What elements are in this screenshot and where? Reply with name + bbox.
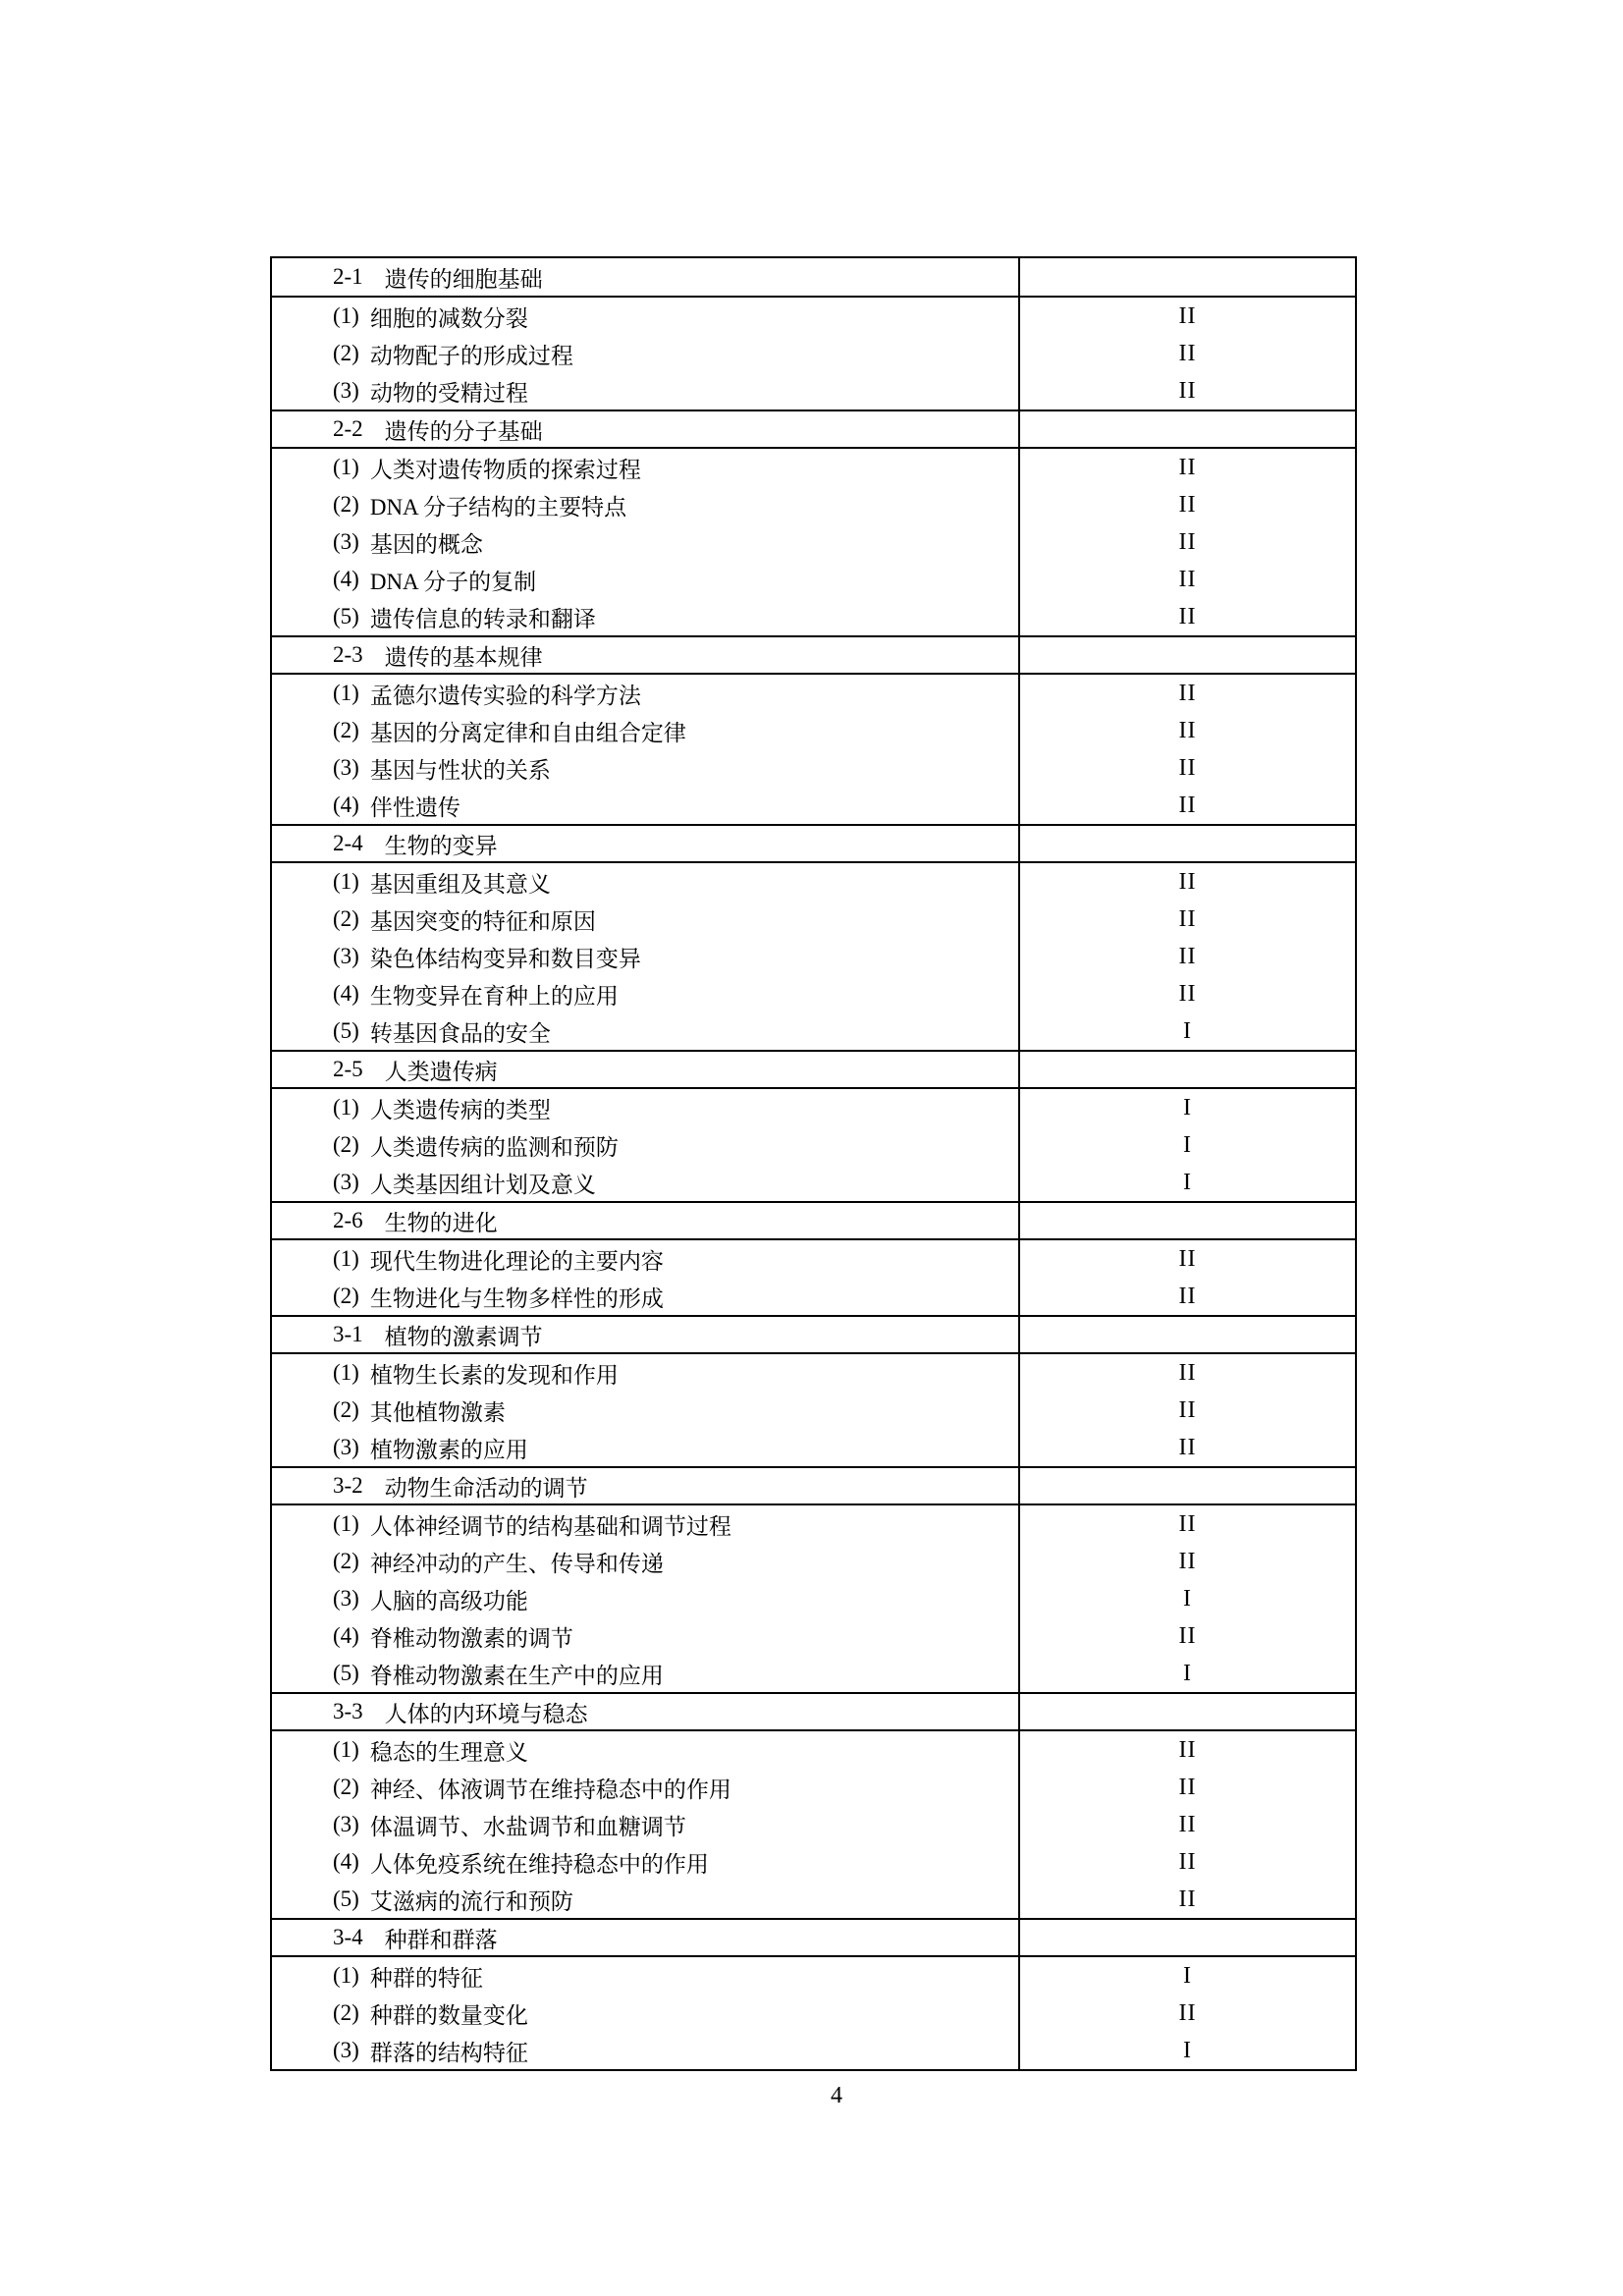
item-text: 人类基因组计划及意义 [369,1172,596,1197]
table-row [272,1012,1355,1050]
table-row [272,1731,1355,1769]
item-number: (5) [333,1886,359,1911]
item-number: (3) [333,1435,359,1459]
item-text: 动物的受精过程 [369,380,528,406]
topic-cell [272,372,1018,410]
section-title: 遗传的细胞基础 [384,266,543,292]
item-number: (1) [333,1246,359,1271]
section-number: 3-1 [333,1322,363,1346]
level-cell [1018,1392,1355,1429]
section-header-row [272,1315,1355,1354]
item-number: (5) [333,604,359,629]
level-value: II [1178,1396,1197,1423]
section-number: 3-4 [333,1925,363,1949]
table-row [272,486,1355,523]
level-value: II [1178,528,1197,555]
syllabus-table [270,256,1357,2071]
item-number: (3) [333,2038,359,2062]
level-value: II [1178,1848,1197,1875]
topic-cell [272,1126,1018,1164]
table-row [272,372,1355,410]
level-cell [1018,1843,1355,1881]
level-value: II [1178,1811,1197,1837]
level-cell [1018,975,1355,1012]
topic-cell [272,901,1018,938]
section-title: 生物的变异 [384,833,498,858]
table-row [272,449,1355,486]
item-text: 生物变异在育种上的应用 [369,983,619,1009]
item-text: 体温调节、水盐调节和血糖调节 [369,1814,686,1839]
item-number: (2) [333,718,359,742]
item-text: 人类遗传病的类型 [369,1097,551,1122]
level-cell [1018,712,1355,749]
section-header-cell [272,1203,1018,1238]
topic-cell [272,1731,1018,1769]
level-cell [1018,1769,1355,1806]
section-header-cell [272,1694,1018,1729]
topic-cell [272,938,1018,975]
table-row [272,298,1355,335]
section-number: 3-3 [333,1699,363,1723]
item-number: (4) [333,1623,359,1648]
level-cell [1018,298,1355,335]
item-text: 人体神经调节的结构基础和调节过程 [369,1513,731,1539]
topic-cell [272,486,1018,523]
level-value: I [1183,1169,1192,1195]
item-number: (1) [333,869,359,894]
level-value: II [1178,754,1197,781]
section-header-cell [272,411,1018,447]
topic-cell [272,561,1018,598]
level-value: I [1183,1131,1192,1158]
level-value: II [1178,1774,1197,1800]
table-row [272,1240,1355,1278]
table-row [272,901,1355,938]
table-row [272,1655,1355,1692]
item-text: 艾滋病的流行和预防 [369,1888,573,1914]
item-number: (3) [333,944,359,968]
section-header-row [272,1201,1355,1240]
table-row [272,863,1355,901]
section-level-cell-empty [1018,1920,1355,1955]
table-row [272,561,1355,598]
item-text: 基因的概念 [369,531,483,557]
level-value: I [1183,1962,1192,1989]
level-cell [1018,1543,1355,1580]
topic-cell [272,975,1018,1012]
level-cell [1018,1012,1355,1050]
topic-cell [272,749,1018,787]
topic-cell [272,335,1018,372]
item-text: 遗传信息的转录和翻译 [369,606,596,631]
section-level-cell-empty [1018,1317,1355,1352]
topic-cell [272,1089,1018,1126]
item-text: 动物配子的形成过程 [369,343,573,368]
section-header-cell [272,637,1018,673]
item-text: 种群的特征 [369,1965,483,1991]
level-cell [1018,1957,1355,1995]
section-level-cell-empty [1018,258,1355,296]
topic-cell [272,1769,1018,1806]
item-number: (4) [333,567,359,591]
section-number: 2-3 [333,642,363,667]
level-cell [1018,1240,1355,1278]
level-cell [1018,1126,1355,1164]
section-level-cell-empty [1018,1468,1355,1503]
topic-cell [272,449,1018,486]
item-text: 生物进化与生物多样性的形成 [369,1285,664,1311]
level-value: I [1183,1660,1192,1686]
topic-cell [272,1392,1018,1429]
level-cell [1018,1806,1355,1843]
section-level-cell-empty [1018,1052,1355,1087]
topic-cell [272,712,1018,749]
item-text: DNA 分子结构的主要特点 [369,494,627,519]
topic-cell [272,598,1018,635]
section-number: 3-2 [333,1473,363,1498]
item-text: DNA 分子的复制 [369,569,537,594]
item-number: (1) [333,455,359,479]
topic-cell [272,1164,1018,1201]
item-text: 脊椎动物激素的调节 [369,1625,573,1651]
item-number: (3) [333,1586,359,1611]
level-value: II [1178,1283,1197,1309]
level-value: I [1183,1094,1192,1121]
level-cell [1018,749,1355,787]
topic-cell [272,787,1018,824]
item-number: (2) [333,1397,359,1422]
item-text: 孟德尔遗传实验的科学方法 [369,683,641,708]
table-row [272,523,1355,561]
item-number: (3) [333,1812,359,1836]
table-row [272,1278,1355,1315]
section-header-row [272,1918,1355,1957]
item-number: (1) [333,1737,359,1762]
table-row [272,1089,1355,1126]
level-value: II [1178,980,1197,1007]
level-value: II [1178,1245,1197,1272]
level-cell [1018,675,1355,712]
item-number: (3) [333,529,359,554]
item-text: 神经冲动的产生、传导和传递 [369,1551,664,1576]
level-value: II [1178,943,1197,969]
item-text: 脊椎动物激素在生产中的应用 [369,1663,664,1688]
item-number: (2) [333,1549,359,1573]
topic-cell [272,1806,1018,1843]
table-row [272,1580,1355,1617]
item-text: 基因重组及其意义 [369,871,551,897]
item-number: (3) [333,378,359,403]
item-number: (2) [333,492,359,517]
level-value: II [1178,868,1197,895]
level-cell [1018,335,1355,372]
table-row [272,598,1355,635]
section-header-row [272,1692,1355,1731]
section-header-row [272,1050,1355,1089]
section-header-row [272,410,1355,449]
table-row [272,1429,1355,1466]
level-value: I [1183,1017,1192,1044]
topic-cell [272,298,1018,335]
level-value: I [1183,1585,1192,1612]
table-row [272,1164,1355,1201]
section-number: 2-4 [333,831,363,855]
section-level-cell-empty [1018,637,1355,673]
item-text: 基因与性状的关系 [369,757,551,783]
level-cell [1018,561,1355,598]
section-number: 2-1 [333,264,363,289]
level-value: II [1178,792,1197,818]
item-text: 人类遗传病的监测和预防 [369,1134,619,1160]
item-text: 染色体结构变异和数目变异 [369,946,641,971]
table-row [272,749,1355,787]
table-row [272,1505,1355,1543]
section-header-row [272,1466,1355,1505]
item-number: (5) [333,1661,359,1685]
page-number: 4 [831,2083,842,2108]
item-number: (4) [333,981,359,1006]
table-row [272,1843,1355,1881]
item-text: 神经、体液调节在维持稳态中的作用 [369,1777,731,1802]
item-text: 人类对遗传物质的探索过程 [369,457,641,482]
section-header-row [272,258,1355,298]
table-row [272,938,1355,975]
topic-cell [272,1012,1018,1050]
table-row [272,1543,1355,1580]
section-header-cell [272,1317,1018,1352]
section-level-cell-empty [1018,1203,1355,1238]
level-value: II [1178,1359,1197,1386]
level-value: II [1178,905,1197,932]
item-number: (2) [333,341,359,365]
level-cell [1018,1995,1355,2032]
table-row [272,1617,1355,1655]
topic-cell [272,2032,1018,2069]
table-row [272,1392,1355,1429]
section-header-cell [272,826,1018,861]
level-value: II [1178,491,1197,518]
section-title: 人类遗传病 [384,1059,498,1084]
item-text: 基因的分离定律和自由组合定律 [369,720,686,745]
item-number: (1) [333,1095,359,1120]
level-value: II [1178,1548,1197,1574]
level-value: II [1178,566,1197,592]
level-cell [1018,1655,1355,1692]
level-cell [1018,787,1355,824]
level-value: II [1178,1510,1197,1537]
item-text: 细胞的减数分裂 [369,305,528,331]
level-value: II [1178,717,1197,743]
topic-cell [272,1617,1018,1655]
table-row [272,1126,1355,1164]
item-text: 种群的数量变化 [369,2002,528,2028]
topic-cell [272,1505,1018,1543]
item-text: 植物激素的应用 [369,1437,528,1462]
section-number: 2-2 [333,416,363,441]
item-number: (3) [333,1170,359,1194]
topic-cell [272,1995,1018,2032]
level-cell [1018,901,1355,938]
level-cell [1018,1429,1355,1466]
item-number: (2) [333,906,359,931]
table-row [272,975,1355,1012]
item-text: 植物生长素的发现和作用 [369,1362,619,1388]
section-header-row [272,824,1355,863]
topic-cell [272,1240,1018,1278]
table-row [272,1957,1355,1995]
topic-cell [272,675,1018,712]
level-cell [1018,863,1355,901]
level-value: I [1183,2037,1192,2063]
level-cell [1018,1617,1355,1655]
level-value: II [1178,1434,1197,1460]
level-cell [1018,523,1355,561]
section-header-row [272,635,1355,675]
topic-cell [272,1881,1018,1918]
table-row [272,787,1355,824]
topic-cell [272,1354,1018,1392]
level-cell [1018,1580,1355,1617]
item-number: (1) [333,303,359,328]
level-cell [1018,449,1355,486]
table-row [272,335,1355,372]
section-title: 生物的进化 [384,1210,498,1235]
item-text: 转基因食品的安全 [369,1020,551,1046]
topic-cell [272,1655,1018,1692]
section-title: 人体的内环境与稳态 [384,1701,588,1726]
section-title: 种群和群落 [384,1927,498,1952]
level-value: II [1178,1736,1197,1763]
item-text: 人体免疫系统在维持稳态中的作用 [369,1851,709,1877]
section-number: 2-6 [333,1208,363,1232]
level-value: II [1178,302,1197,329]
level-cell [1018,486,1355,523]
topic-cell [272,1843,1018,1881]
section-title: 遗传的分子基础 [384,418,543,444]
section-title: 遗传的基本规律 [384,644,543,670]
level-cell [1018,1089,1355,1126]
item-number: (5) [333,1018,359,1043]
item-number: (2) [333,1132,359,1157]
item-number: (1) [333,1360,359,1385]
level-cell [1018,938,1355,975]
item-number: (2) [333,1775,359,1799]
item-text: 伴性遗传 [369,794,460,820]
item-number: (1) [333,681,359,705]
table-row [272,712,1355,749]
item-number: (4) [333,793,359,817]
item-number: (1) [333,1963,359,1988]
item-text: 其他植物激素 [369,1399,506,1425]
item-number: (3) [333,755,359,780]
topic-cell [272,863,1018,901]
level-value: II [1178,680,1197,706]
section-level-cell-empty [1018,1694,1355,1729]
section-level-cell-empty [1018,411,1355,447]
table-row [272,2032,1355,2069]
level-value: II [1178,1886,1197,1912]
table-row [272,1995,1355,2032]
level-cell [1018,1731,1355,1769]
item-text: 人脑的高级功能 [369,1588,528,1613]
level-cell [1018,1881,1355,1918]
section-header-cell [272,1468,1018,1503]
table-row [272,1881,1355,1918]
item-text: 基因突变的特征和原因 [369,908,596,934]
item-text: 稳态的生理意义 [369,1739,528,1765]
level-value: II [1178,1622,1197,1649]
level-value: II [1178,340,1197,366]
section-header-cell [272,258,1018,296]
level-value: II [1178,1999,1197,2026]
section-title: 动物生命活动的调节 [384,1475,588,1501]
item-text: 现代生物进化理论的主要内容 [369,1248,664,1274]
level-cell [1018,1164,1355,1201]
topic-cell [272,1429,1018,1466]
topic-cell [272,1957,1018,1995]
item-text: 群落的结构特征 [369,2040,528,2065]
topic-cell [272,523,1018,561]
topic-cell [272,1278,1018,1315]
level-value: II [1178,454,1197,480]
item-number: (2) [333,1284,359,1308]
item-number: (1) [333,1511,359,1536]
level-cell [1018,1505,1355,1543]
section-header-cell [272,1052,1018,1087]
level-cell [1018,2032,1355,2069]
level-cell [1018,372,1355,410]
table-row [272,1354,1355,1392]
table-row [272,1806,1355,1843]
level-cell [1018,1354,1355,1392]
topic-cell [272,1543,1018,1580]
item-number: (2) [333,2000,359,2025]
level-value: II [1178,603,1197,629]
table-row [272,1769,1355,1806]
topic-cell [272,1580,1018,1617]
level-cell [1018,1278,1355,1315]
level-value: II [1178,377,1197,404]
item-number: (4) [333,1849,359,1874]
section-header-cell [272,1920,1018,1955]
level-cell [1018,598,1355,635]
section-level-cell-empty [1018,826,1355,861]
table-row [272,675,1355,712]
section-number: 2-5 [333,1057,363,1081]
section-title: 植物的激素调节 [384,1324,543,1349]
